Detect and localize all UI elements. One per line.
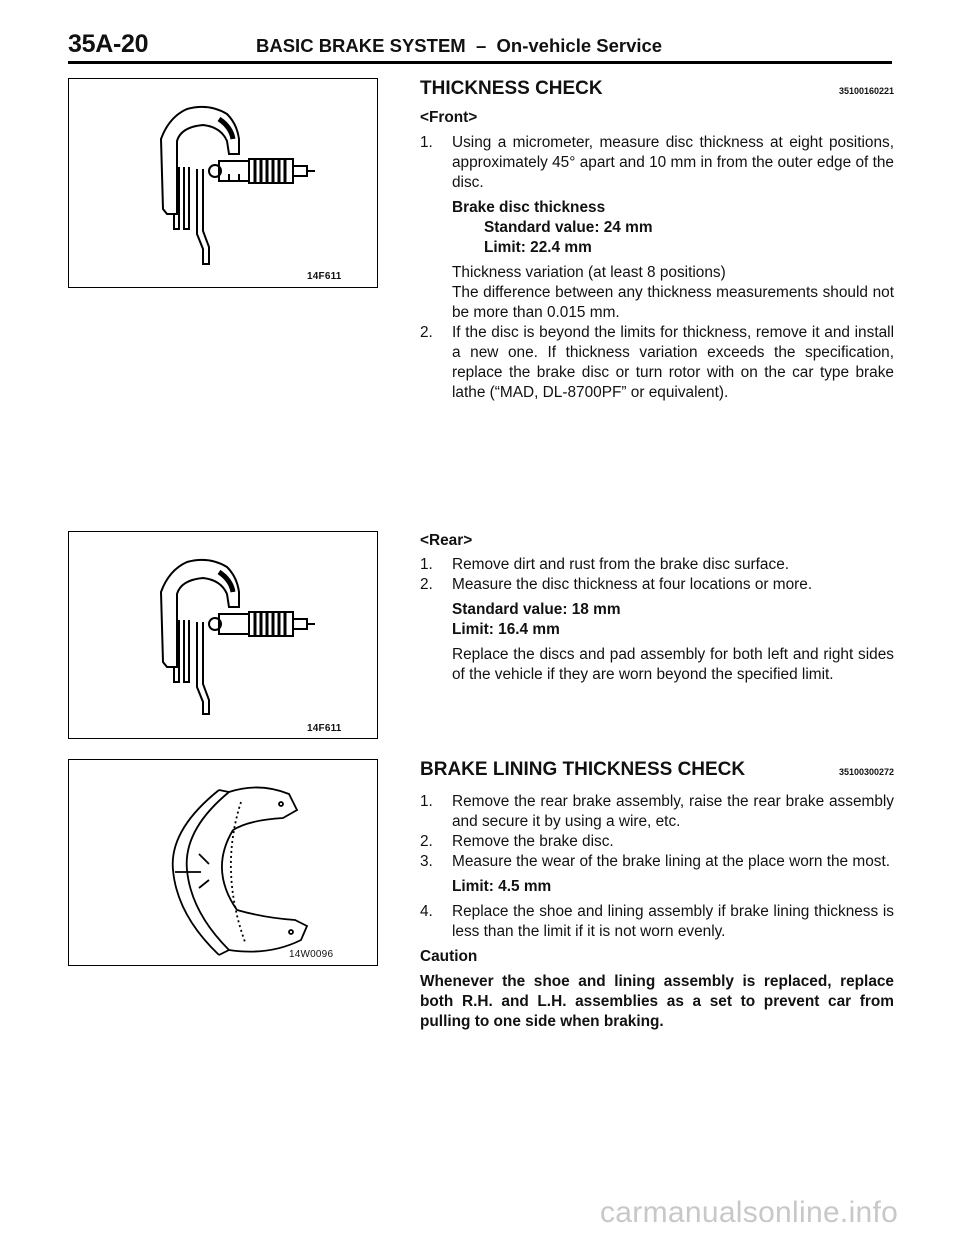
list-item-text: Using a micrometer, measure disc thickness at eight positions, approximately 45° apart and 10 mm in from the outer edge of the disc.	[452, 134, 894, 191]
caution-label: Caution	[420, 948, 478, 965]
list-item-text: Measure the wear of the brake lining at the place worn the most.	[452, 853, 891, 870]
figure-brake-shoe	[68, 759, 378, 966]
thickness-check-section	[420, 78, 894, 403]
list-item	[420, 832, 894, 852]
header-rule	[68, 61, 892, 64]
list-item	[420, 852, 894, 872]
list-item	[420, 902, 894, 942]
spec-limit: Limit: 4.5 mm	[452, 878, 552, 895]
section-title	[420, 78, 894, 102]
list-item-text: Remove the rear brake assembly, raise the rear brake assembly and secure it by using a wire, etc.	[452, 793, 894, 830]
micrometer-illustration	[69, 532, 379, 740]
list-item-text: If the disc is beyond the limits for thickness, remove it and install a new one. If thickness variation exceeds the specification, replace the brake disc or turn rotor with on the car type brake lathe (“MAD, DL-8700PF” or equivalent).	[452, 324, 894, 401]
variation-text: The difference between any thickness measurements should not be more than 0.015 mm.	[452, 284, 894, 321]
list-item	[420, 575, 894, 595]
list-item-number: 2.	[420, 833, 433, 850]
spec-standard: Standard value: 18 mm	[452, 601, 621, 618]
caution-text: Whenever the shoe and lining assembly is replaced, replace both R.H. and L.H. assemblies as a set to prevent car from pulling to one side when braking.	[420, 973, 894, 1030]
list-item-number: 4.	[420, 903, 433, 920]
figure-micrometer-rear	[68, 531, 378, 739]
list-item-text: Measure the disc thickness at four locations or more.	[452, 576, 813, 593]
list-item	[420, 323, 894, 403]
figure-code: 14F611	[307, 723, 342, 734]
section-title	[420, 759, 894, 783]
figure-code: 14F611	[307, 271, 342, 282]
spec-limit: Limit: 22.4 mm	[484, 239, 592, 256]
list-item	[420, 133, 894, 193]
brake-shoe-illustration	[69, 760, 379, 967]
spec-standard: Standard value: 24 mm	[484, 219, 653, 236]
micrometer-illustration	[69, 79, 379, 289]
section-code: 35100160221	[838, 86, 894, 96]
spec-title: Brake disc thickness	[452, 199, 606, 216]
page-header-title: BASIC BRAKE SYSTEM – On-vehicle Service	[256, 35, 663, 56]
list-item-text: Remove the brake disc.	[452, 833, 614, 850]
spec-limit: Limit: 16.4 mm	[452, 621, 560, 638]
section-title-text: THICKNESS CHECK	[420, 78, 603, 99]
list-item-text: Remove dirt and rust from the brake disc surface.	[452, 556, 790, 573]
section-code: 35100300272	[838, 767, 894, 777]
list-item-number: 1.	[420, 793, 433, 810]
list-item-number: 2.	[420, 576, 433, 593]
lining-check-section	[420, 759, 894, 1032]
list-item	[420, 792, 894, 832]
list-item-number: 3.	[420, 853, 433, 870]
list-item-number: 2.	[420, 324, 433, 341]
rear-label: <Rear>	[420, 532, 473, 549]
list-item-text: Replace the shoe and lining assembly if brake lining thickness is less than the limit if it is not worn evenly.	[452, 903, 894, 940]
rear-note: Replace the discs and pad assembly for both left and right sides of the vehicle if they are worn beyond the specified limit.	[452, 646, 894, 683]
list-item	[420, 555, 894, 575]
rear-section	[420, 531, 894, 685]
page-number: 35A-20	[68, 30, 149, 58]
variation-title: Thickness variation (at least 8 positions)	[452, 264, 726, 281]
front-label: <Front>	[420, 109, 478, 126]
list-item-number: 1.	[420, 556, 433, 573]
figure-micrometer-front	[68, 78, 378, 288]
list-item-number: 1.	[420, 134, 433, 151]
figure-code: 14W0096	[289, 949, 334, 960]
watermark: carmanualsonline.info	[600, 1196, 899, 1229]
section-title-text: BRAKE LINING THICKNESS CHECK	[420, 759, 746, 780]
